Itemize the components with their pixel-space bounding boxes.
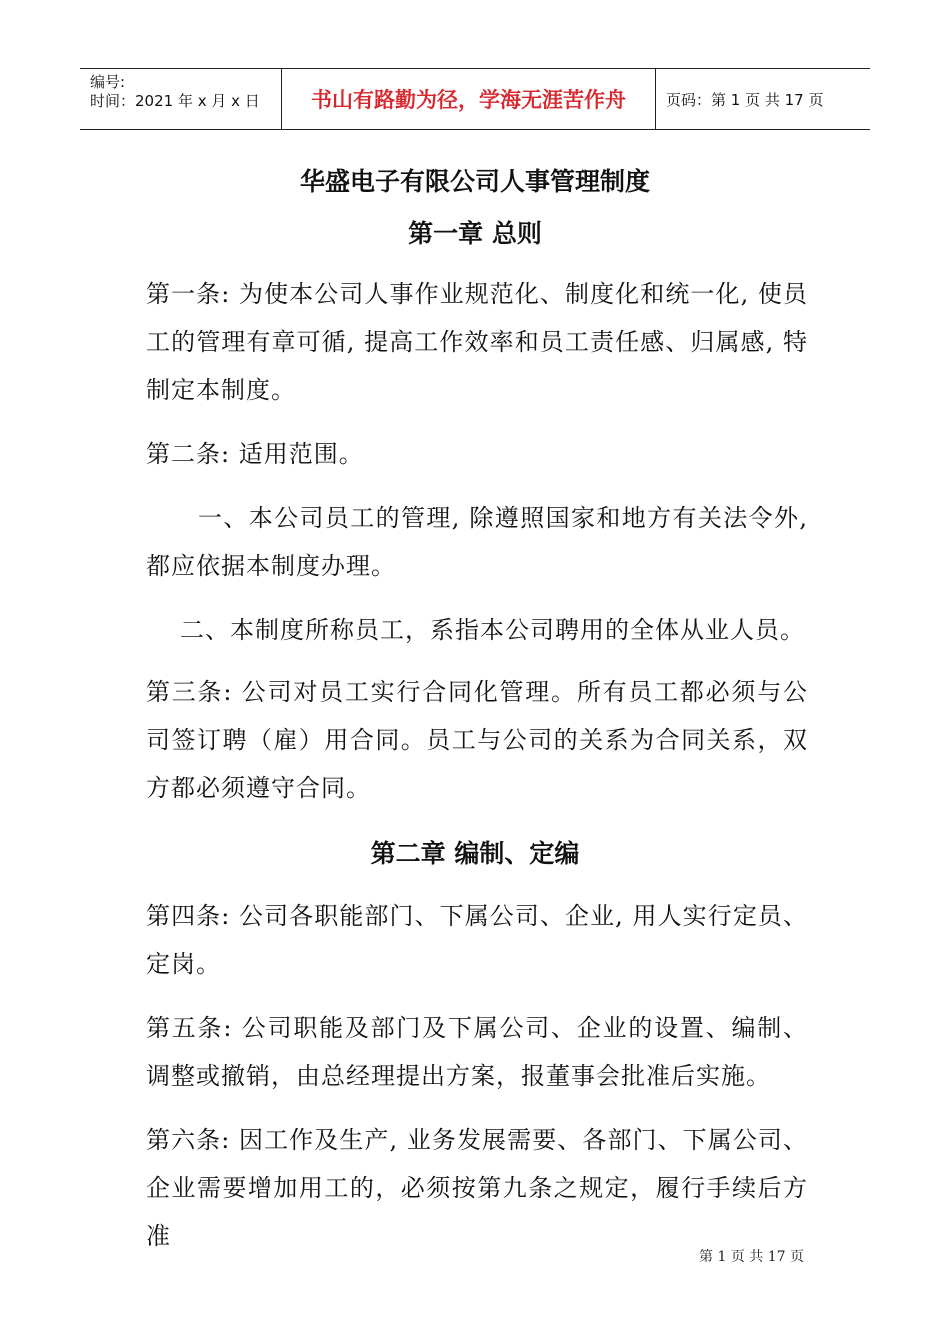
header-page-info: 页码：第 1 页 共 17 页 — [666, 90, 824, 109]
number-label: 编号: — [90, 73, 126, 91]
article-2: 第二条: 适用范围。 — [146, 440, 364, 468]
document-header — [80, 68, 870, 130]
footer-page-number: 第 1 页 共 17 页 — [699, 1249, 804, 1265]
article-5: 第五条: 公司职能及部门及下属公司、企业的设置、编制、调整或撤销，由总经理提出方案，报董事会批准后实施。 — [146, 1014, 808, 1090]
article-2-item-2: 二、本制度所称员工，系指本公司聘用的全体从业人员。 — [180, 616, 805, 644]
article-3: 第三条: 公司对员工实行合同化管理。所有员工都必须与公司签订聘（雇）用合同。员工与公司的关系为合同关系，双方都必须遵守合同。 — [146, 678, 808, 802]
article-4: 第四条: 公司各职能部门、下属公司、企业, 用人实行定员、定岗。 — [146, 902, 808, 978]
header-meta — [80, 69, 282, 129]
document-title: 华盛电子有限公司人事管理制度 — [299, 167, 650, 196]
time-label: 时间：2021 年 x 月 x 日 — [90, 92, 260, 110]
article-2-item-1: 一、本公司员工的管理, 除遵照国家和地方有关法令外, 都应依据本制度办理。 — [146, 504, 808, 580]
chapter-2-heading: 第二章 编制、定编 — [370, 839, 580, 868]
chapter-1-heading: 第一章 总则 — [408, 219, 542, 248]
header-motto: 书山有路勤为径，学海无涯苦作舟 — [282, 69, 656, 129]
article-6: 第六条: 因工作及生产, 业务发展需要、各部门、下属公司、企业需要增加用工的，必须按第九条之规定，履行手续后方准 — [146, 1126, 808, 1250]
article-1: 第一条: 为使本公司人事作业规范化、制度化和统一化, 使员工的管理有章可循, 提高工作效率和员工责任感、归属感, 特制定本制度。 — [146, 280, 808, 404]
